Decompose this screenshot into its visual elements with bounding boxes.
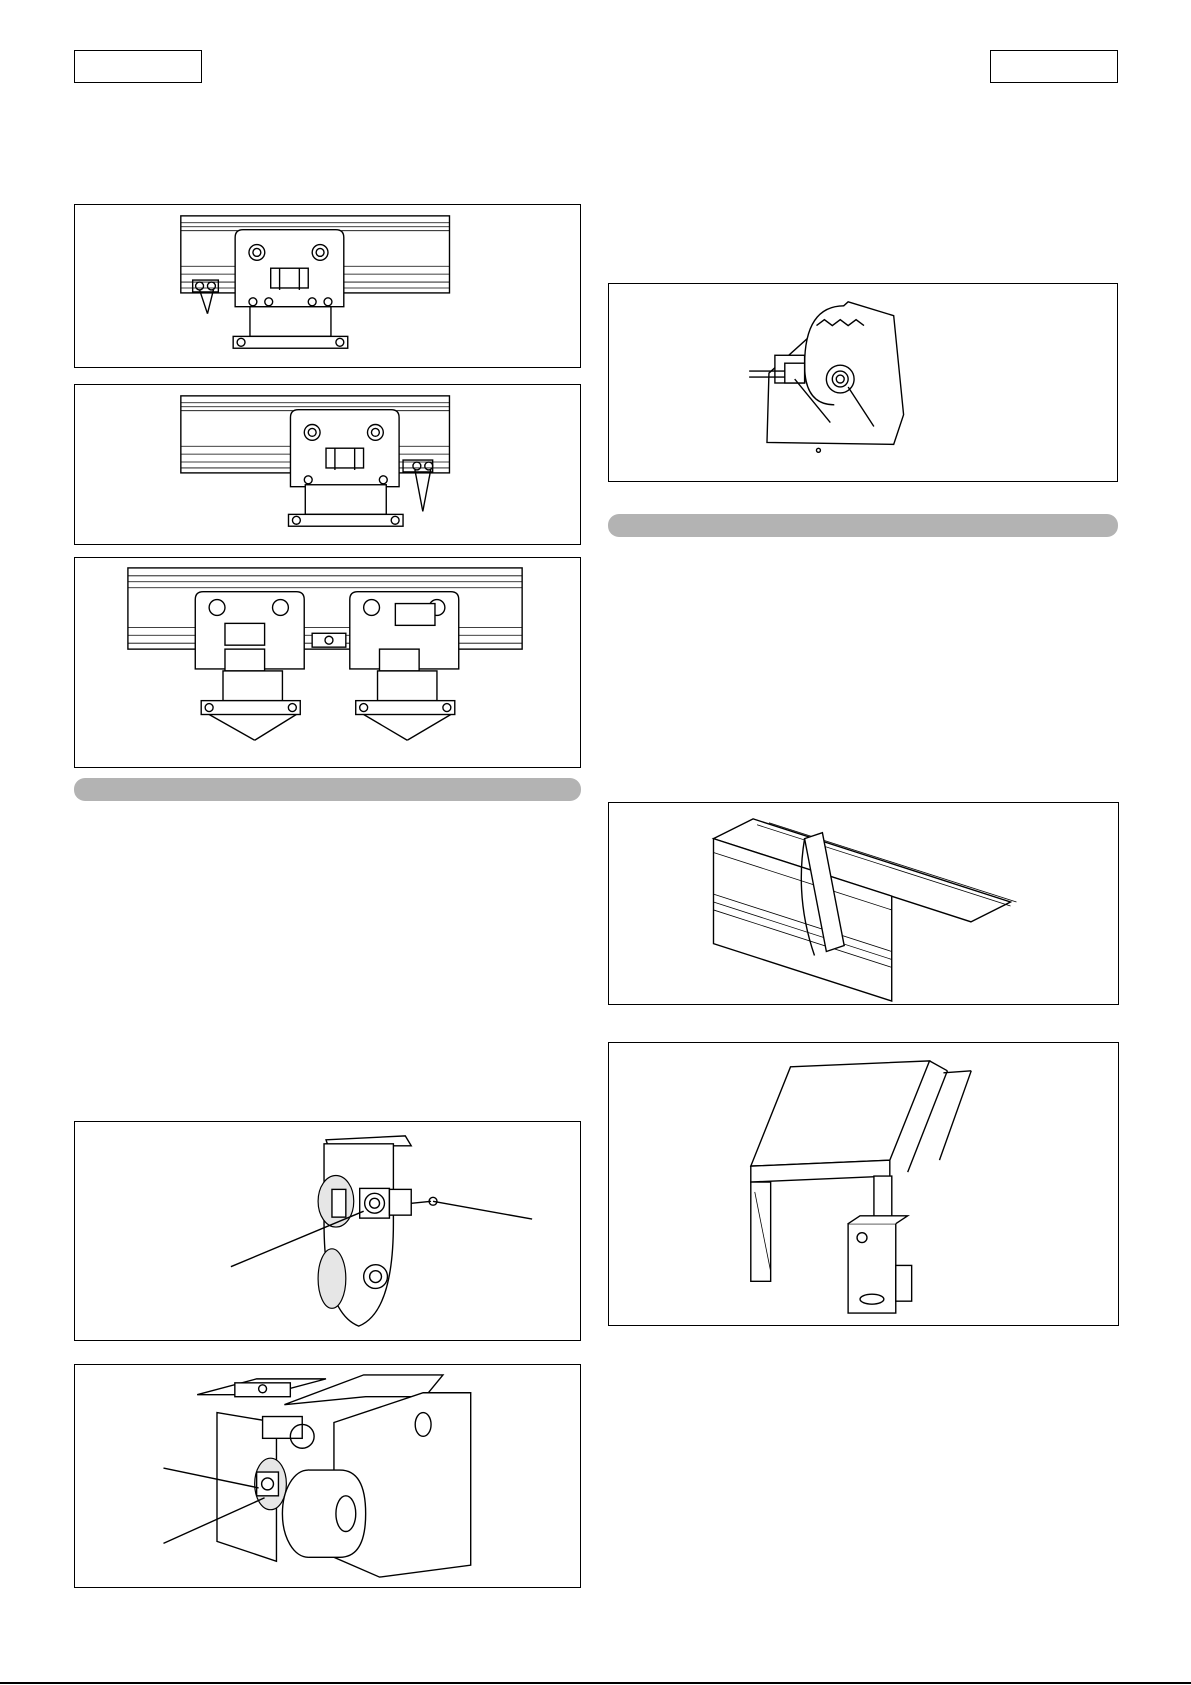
pulley-adjust-drawing <box>75 1122 580 1340</box>
rail-bracket-drawing <box>609 1043 1118 1325</box>
rail-two-carriages-drawing <box>75 558 580 767</box>
figure-rail-right-screws <box>74 384 581 545</box>
page-bottom-rule <box>0 1682 1191 1684</box>
section-bar-right <box>608 514 1118 537</box>
header-box-right <box>990 50 1118 83</box>
rail-clip-drawing <box>609 803 1118 1004</box>
rail-carriage-drawing <box>75 205 580 367</box>
figure-rail-two-carriages <box>74 557 581 768</box>
figure-belt-tensioner <box>608 283 1118 482</box>
header-box-left <box>74 50 202 83</box>
figure-rail-left-screws <box>74 204 581 368</box>
rail-carriage-drawing <box>75 385 580 544</box>
figure-motor-unit <box>74 1364 581 1588</box>
section-bar-left <box>74 778 581 801</box>
motor-unit-drawing <box>75 1365 580 1587</box>
belt-tensioner-drawing <box>609 284 1117 481</box>
figure-rail-clip <box>608 802 1119 1005</box>
figure-pulley-adjust <box>74 1121 581 1341</box>
figure-rail-bracket <box>608 1042 1119 1326</box>
